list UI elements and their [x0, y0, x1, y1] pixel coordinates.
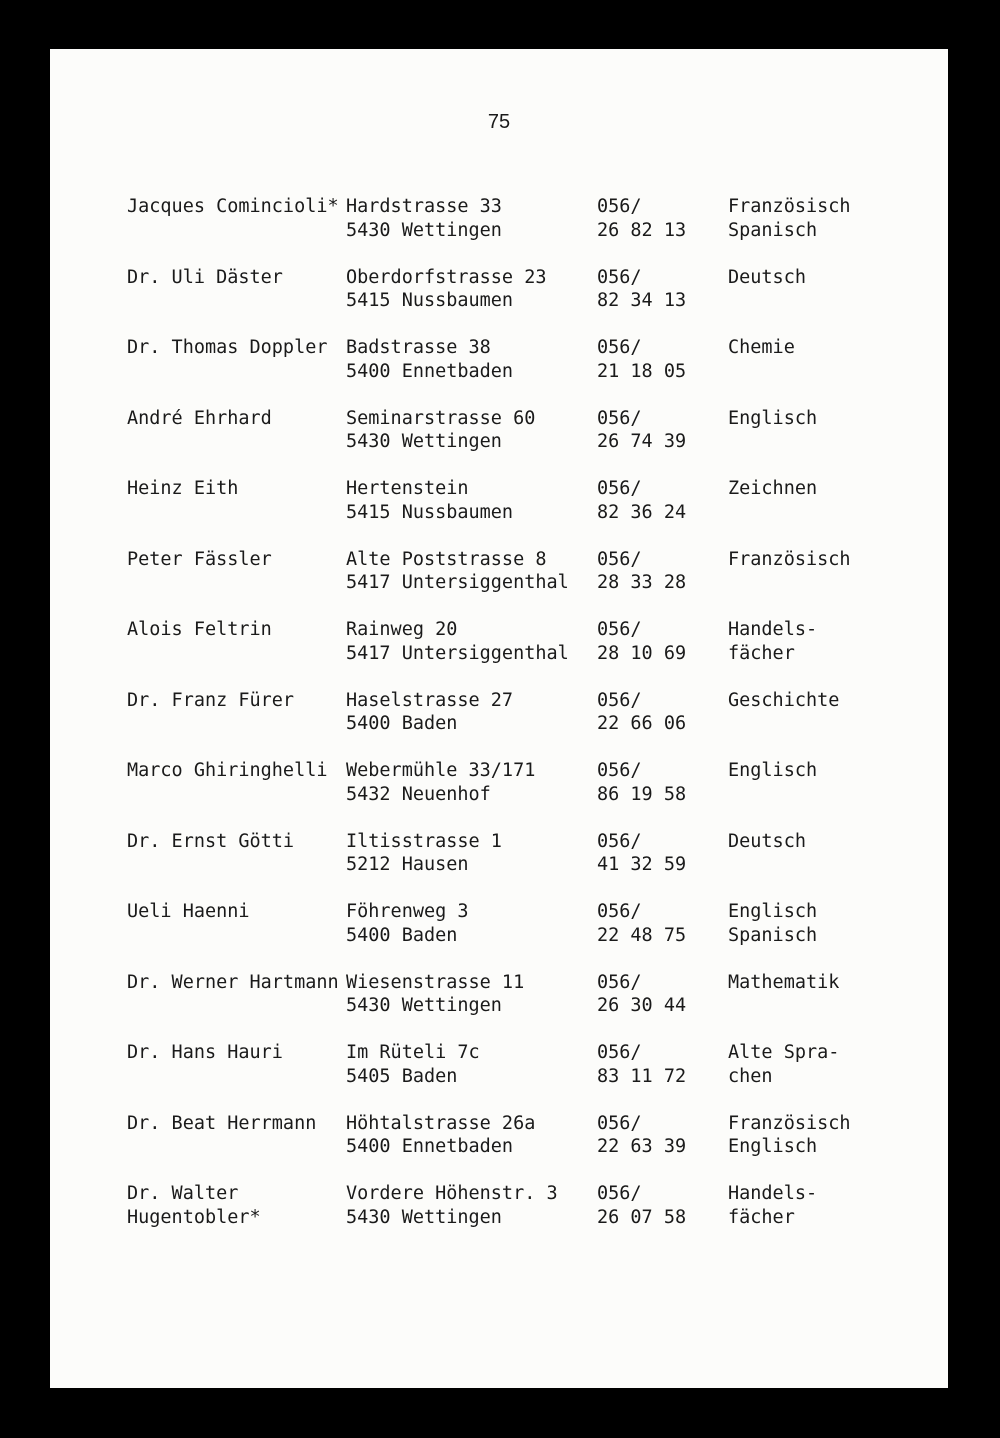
entry-address: Föhrenweg 3 5400 Baden — [346, 901, 469, 946]
directory-entry — [50, 477, 948, 525]
entry-phone: 056/ 26 07 58 — [597, 1183, 687, 1228]
entry-subject: Chemie — [728, 337, 795, 358]
entry-name: Dr. Thomas Doppler — [127, 337, 328, 358]
directory-entry — [50, 1112, 948, 1160]
page-number: 75 — [487, 111, 511, 133]
entry-subject: Englisch Spanisch — [728, 901, 818, 946]
entry-name: Dr. Hans Hauri — [127, 1042, 283, 1063]
entry-phone: 056/ 21 18 05 — [597, 337, 687, 382]
entry-phone: 056/ 86 19 58 — [597, 760, 687, 805]
entry-address: Iltisstrasse 1 5212 Hausen — [346, 830, 502, 875]
entry-phone: 056/ 22 48 75 — [597, 901, 687, 946]
entry-name: Dr. Franz Fürer — [127, 689, 295, 711]
directory-entry — [50, 1041, 948, 1089]
entry-subject: Französisch Spanisch — [728, 196, 851, 241]
entry-address: Hertenstein 5415 Nussbaumen — [346, 478, 514, 523]
entry-subject: Englisch — [728, 760, 818, 781]
entry-name: Jacques Comincioli* — [127, 196, 339, 217]
directory-entry — [50, 548, 948, 596]
entry-name: Ueli Haenni — [127, 901, 250, 922]
directory-entry — [50, 618, 948, 666]
entry-address: Vordere Höhenstr. 3 5430 Wettingen — [346, 1183, 558, 1228]
entry-address: Webermühle 33/171 5432 Neuenhof — [346, 760, 536, 805]
entry-address: Rainweg 20 5417 Untersiggenthal — [346, 619, 569, 664]
entry-name: Alois Feltrin — [127, 619, 272, 640]
entry-subject: Englisch — [728, 407, 818, 429]
entry-name: Dr. Beat Herrmann — [127, 1112, 317, 1134]
entry-phone: 056/ 26 74 39 — [597, 407, 687, 452]
entry-phone: 056/ 28 10 69 — [597, 619, 687, 664]
entry-subject: Deutsch — [728, 830, 806, 852]
entry-subject: Geschichte — [728, 689, 840, 711]
document-page — [50, 49, 948, 1388]
entry-address: Oberdorfstrasse 23 5415 Nussbaumen — [346, 266, 547, 311]
entry-address: Hardstrasse 33 5430 Wettingen — [346, 196, 502, 241]
entry-name: Heinz Eith — [127, 478, 239, 499]
entry-phone: 056/ 22 63 39 — [597, 1112, 687, 1157]
entry-name: Marco Ghiringhelli — [127, 760, 328, 781]
entry-address: Wiesenstrasse 11 5430 Wettingen — [346, 971, 525, 1016]
entry-address: Haselstrasse 27 5400 Baden — [346, 689, 514, 734]
entry-name: Dr. Walter Hugentobler* — [127, 1183, 261, 1228]
entry-phone: 056/ 82 34 13 — [597, 266, 687, 311]
entry-phone: 056/ 26 82 13 — [597, 196, 687, 241]
entry-subject: Zeichnen — [728, 478, 818, 499]
directory-entry — [50, 689, 948, 737]
entry-subject: Alte Spra- chen — [728, 1042, 840, 1087]
directory-entry — [50, 971, 948, 1019]
entry-phone: 056/ 82 36 24 — [597, 478, 687, 523]
entry-subject: Handels- fächer — [728, 619, 818, 664]
directory-entry — [50, 759, 948, 807]
entry-phone: 056/ 22 66 06 — [597, 689, 687, 734]
entry-subject: Handels- fächer — [728, 1183, 818, 1228]
entry-name: Peter Fässler — [127, 548, 272, 570]
directory-entry — [50, 266, 948, 314]
entry-name: Dr. Werner Hartmann — [127, 971, 339, 993]
entry-address: Alte Poststrasse 8 5417 Untersiggenthal — [346, 548, 569, 593]
entry-phone: 056/ 28 33 28 — [597, 548, 687, 593]
entry-phone: 056/ 83 11 72 — [597, 1042, 687, 1087]
directory-entry — [50, 407, 948, 455]
entry-subject: Französisch — [728, 548, 851, 570]
directory-entry — [50, 900, 948, 948]
entry-address: Badstrasse 38 5400 Ennetbaden — [346, 337, 514, 382]
directory-entry — [50, 336, 948, 384]
entry-address: Höhtalstrasse 26a 5400 Ennetbaden — [346, 1112, 536, 1157]
entry-address: Im Rüteli 7c 5405 Baden — [346, 1042, 480, 1087]
entry-phone: 056/ 26 30 44 — [597, 971, 687, 1016]
entry-subject: Mathematik — [728, 971, 840, 993]
entry-address: Seminarstrasse 60 5430 Wettingen — [346, 407, 536, 452]
directory-entry — [50, 830, 948, 878]
directory-entry — [50, 1182, 948, 1230]
entry-phone: 056/ 41 32 59 — [597, 830, 687, 875]
directory-entry — [50, 195, 948, 243]
entry-name: André Ehrhard — [127, 407, 272, 429]
entry-name: Dr. Uli Däster — [127, 266, 283, 288]
entry-name: Dr. Ernst Götti — [127, 830, 295, 852]
entry-subject: Französisch Englisch — [728, 1112, 851, 1157]
entry-subject: Deutsch — [728, 266, 806, 288]
